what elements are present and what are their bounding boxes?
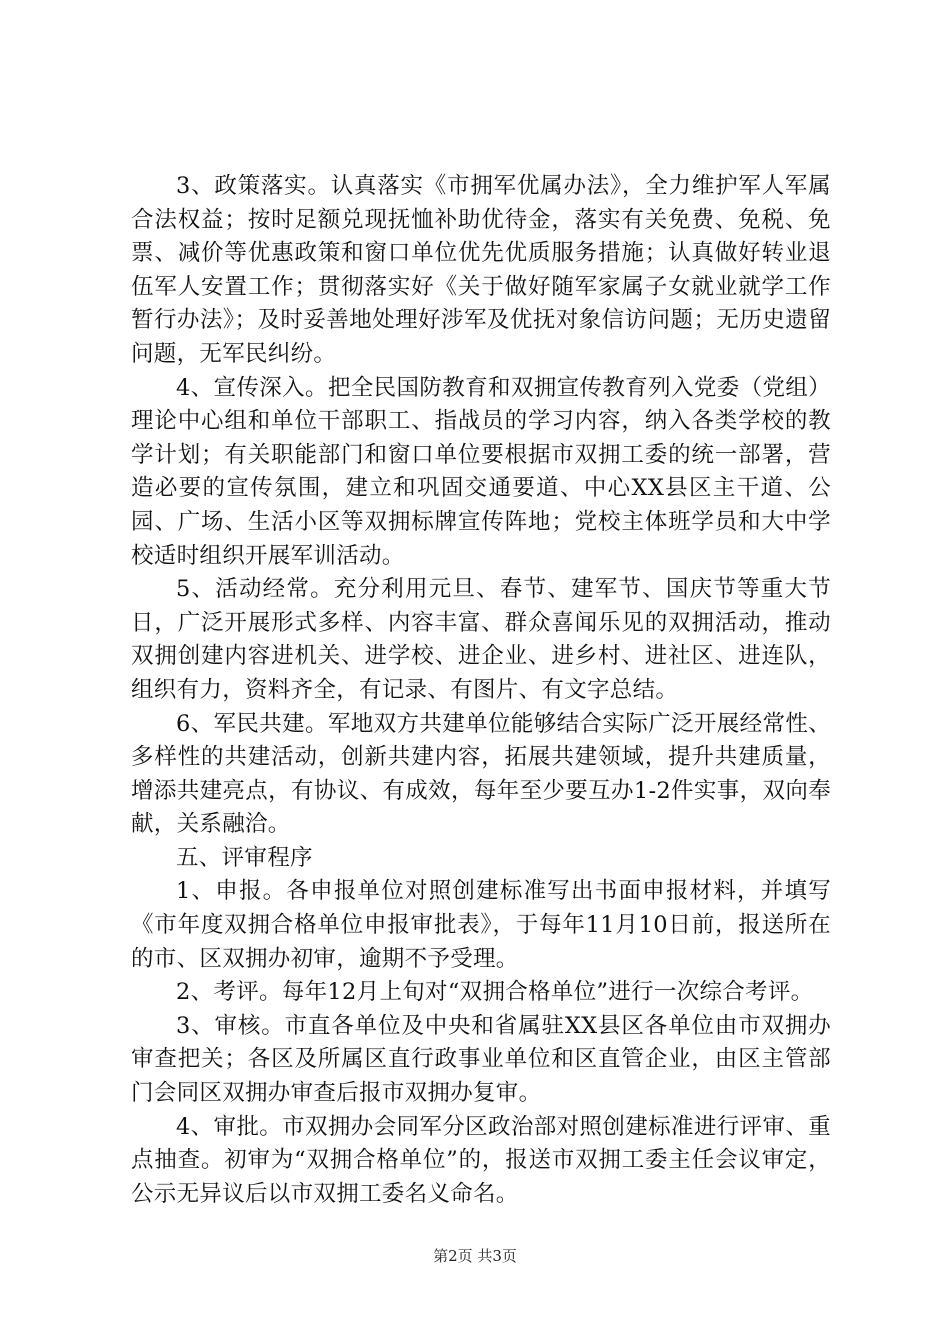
paragraph-publicity: 4、宣传深入。把全民国防教育和双拥宣传教育列入党委（党组）理论中心组和单位干部职工、指战员的学习内容，纳入各类学校的教学计划；有关职能部门和窗口单位要根据市双拥工委的统一部署，营造必要的宣传氛围，建立和巩固交通要道、中心XX县区主干道、公园、广场、生活小区等双拥标牌宣传阵地；党校主体班学员和大中学校适时组织开展军训活动。	[131, 374, 831, 569]
paragraph-review: 3、审核。市直各单位及中央和省属驻XX县区各单位由市双拥办审查把关；各区及所属区直行政事业单位和区直管企业，由区主管部门会同区双拥办审查后报市双拥办复审。	[131, 1012, 831, 1107]
paragraph-application: 1、申报。各申报单位对照创建标准写出书面申报材料，并填写《市年度双拥合格单位申报审批表》，于每年11月10日前，报送所在的市、区双拥办初审，逾期不予受理。	[131, 878, 831, 972]
section-heading-review-procedure: 五、评审程序	[176, 844, 313, 871]
paragraph-activities: 5、活动经常。充分利用元旦、春节、建军节、国庆节等重大节日，广泛开展形式多样、内容丰富、群众喜闻乐见的双拥活动，推动双拥创建内容进机关、进学校、进企业、进乡村、进社区、进连队，组织有力，资料齐全，有记录、有图片、有文字总结。	[131, 576, 831, 703]
paragraph-approval: 4、审批。市双拥办会同军分区政治部对照创建标准进行评审、重点抽查。初审为“双拥合格单位”的，报送市双拥工委主任会议审定，公示无异议后以市双拥工委名义命名。	[131, 1113, 831, 1207]
paragraph-evaluation: 2、考评。每年12月上旬对“双拥合格单位”进行一次综合考评。	[176, 979, 814, 1006]
page-number-footer: 第2页 共3页	[433, 1247, 517, 1265]
paragraph-policy-implementation: 3、政策落实。认真落实《市拥军优属办法》，全力维护军人军属合法权益；按时足额兑现抚恤补助优待金，落实有关免费、免税、免票、减价等优惠政策和窗口单位优先优质服务措施；认真做好转业退伍军人安置工作；贯彻落实好《关于做好随军家属子女就业就学工作暂行办法》；及时妥善地处理好涉军及优抚对象信访问题；无历史遗留问题，无军民纠纷。	[131, 173, 831, 367]
paragraph-joint-construction: 6、军民共建。军地双方共建单位能够结合实际广泛开展经常性、多样性的共建活动，创新共建内容，拓展共建领域，提升共建质量，增添共建亮点，有协议、有成效，每年至少要互办1-2件实事，双向奉献，关系融洽。	[131, 710, 831, 838]
body-text	[131, 170, 831, 1211]
